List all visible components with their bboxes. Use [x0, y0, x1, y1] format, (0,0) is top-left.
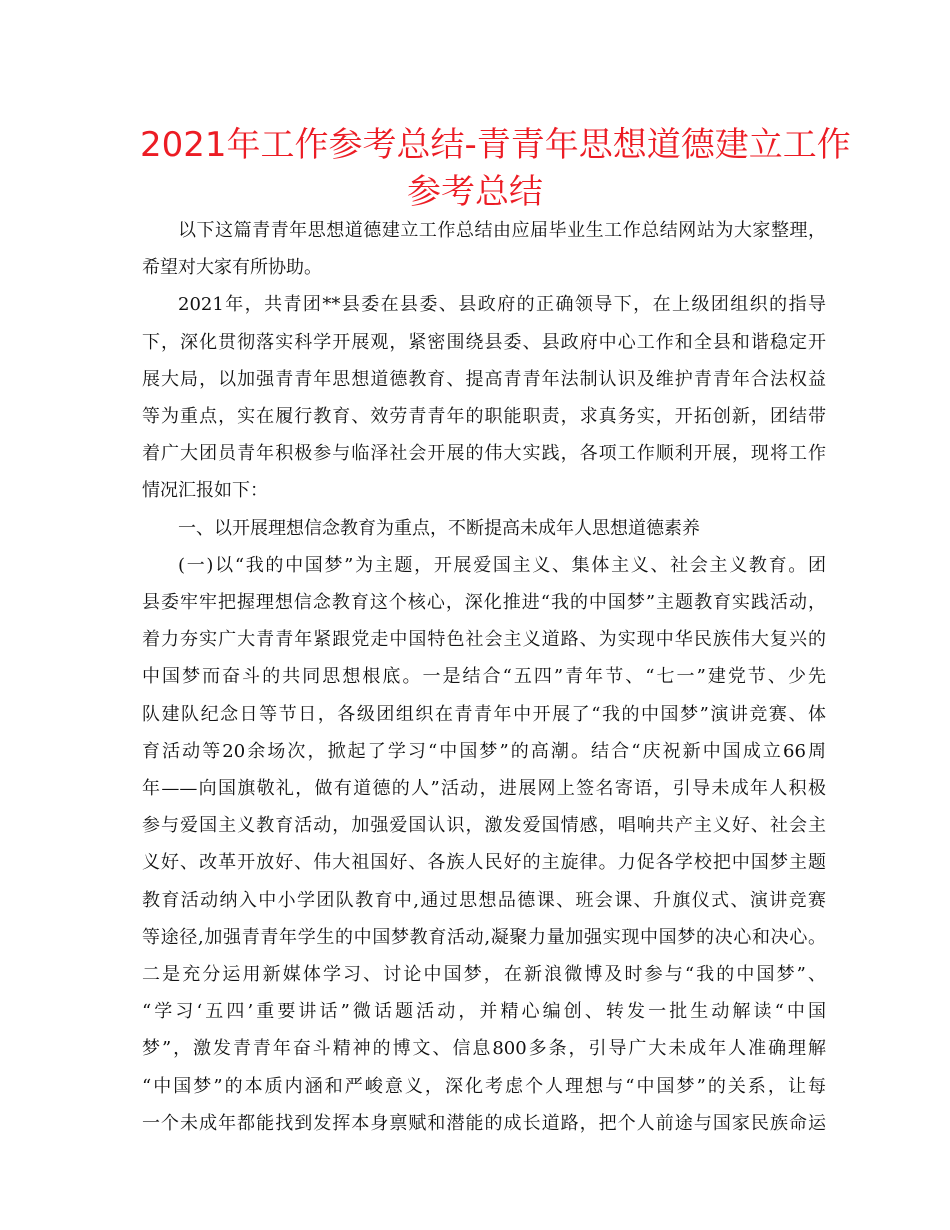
- paragraph-line: 参与爱国主义教育活动，加强爱国认识，激发爱国情感，唱响共产主义好、社会主: [142, 815, 826, 837]
- paragraph-line: 年——向国旗敬礼，做有道德的人”活动，进展网上签名寄语，引导未成年人积极: [142, 778, 826, 799]
- paragraph-line: 中国梦而奋斗的共同思想根底。一是结合“五四”青年节、“七一”建党节、少先: [142, 666, 826, 688]
- paragraph-line: 以下这篇青青年思想道德建立工作总结由应届毕业生工作总结网站为大家整理，: [178, 220, 826, 241]
- paragraph-line: (一)以“我的中国梦”为主题，开展爱国主义、集体主义、社会主义教育。团: [178, 554, 826, 576]
- paragraph-line: 2021年，共青团**县委在县委、县政府的正确领导下，在上级团组织的指导: [178, 294, 826, 316]
- paragraph-line: 二是充分运用新媒体学习、讨论中国梦，在新浪微博及时参与“我的中国梦”、: [142, 964, 826, 985]
- paragraph-line: 梦”，激发青青年奋斗精神的博文、信息800多条，引导广大未成年人准确理解: [142, 1038, 826, 1060]
- paragraph-line: 等为重点，实在履行教育、效劳青青年的职能职责，求真务实，开拓创新，团结带: [142, 406, 826, 427]
- document-title-line-1: 2021年工作参考总结-青青年思想道德建立工作: [140, 125, 851, 165]
- paragraph-line: 队建队纪念日等节日，各级团组织在青青年中开展了“我的中国梦”演讲竞赛、体: [142, 703, 826, 725]
- paragraph-line: 着广大团员青年积极参与临泽社会开展的伟大实践，各项工作顺利开展，现将工作: [142, 443, 826, 465]
- document-title-line-2: 参考总结: [407, 172, 543, 212]
- paragraph-line: 教育活动纳入中小学团队教育中,通过思想品德课、班会课、升旗仪式、演讲竞赛: [142, 889, 826, 911]
- paragraph-line: 着力夯实广大青青年紧跟党走中国特色社会主义道路、为实现中华民族伟大复兴的: [142, 629, 826, 651]
- paragraph-line: 育活动等20余场次，掀起了学习“中国梦”的高潮。结合“庆祝新中国成立66周: [142, 740, 826, 762]
- paragraph-line: 义好、改革开放好、伟大祖国好、各族人民好的主旋律。力促各学校把中国梦主题: [142, 852, 826, 874]
- paragraph-line: 一个未成年都能找到发挥本身禀赋和潜能的成长道路，把个人前途与国家民族命运: [142, 1112, 826, 1134]
- paragraph-line: 县委牢牢把握理想信念教育这个核心，深化推进“我的中国梦”主题教育实践活动，: [142, 592, 826, 613]
- paragraph-line: “学习‘五四’重要讲话”微话题活动，并精心编创、转发一批生动解读“中国: [142, 1001, 826, 1023]
- paragraph-line: “中国梦”的本质内涵和严峻意义，深化考虑个人理想与“中国梦”的关系，让每: [142, 1075, 826, 1097]
- paragraph-line: 一、以开展理想信念教育为重点，不断提高未成年人思想道德素养: [178, 517, 700, 539]
- paragraph-line: 情况汇报如下：: [142, 480, 268, 502]
- paragraph-line: 展大局，以加强青青年思想道德教育、提高青青年法制认识及维护青青年合法权益: [142, 368, 826, 390]
- paragraph-line: 等途径,加强青青年学生的中国梦教育活动,凝聚力量加强实现中国梦的决心和决心。: [142, 926, 826, 948]
- paragraph-line: 下，深化贯彻落实科学开展观，紧密围绕县委、县政府中心工作和全县和谐稳定开: [142, 331, 826, 353]
- paragraph-line: 希望对大家有所协助。: [142, 257, 322, 279]
